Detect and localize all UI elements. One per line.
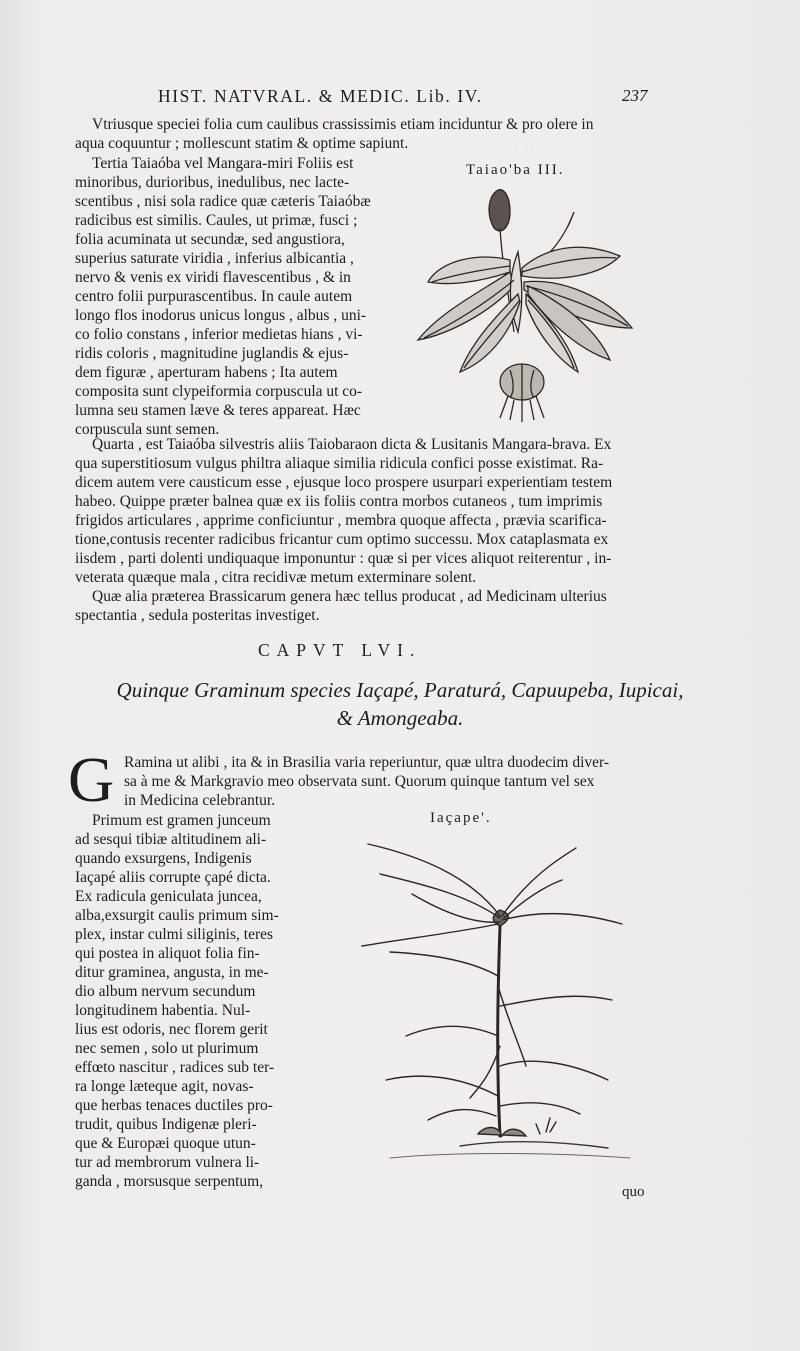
text-line: Primum est gramen junceum: [92, 812, 271, 829]
text-line: sa à me & Markgravio meo observata sunt. Quorum quinque tantum vel sex: [124, 773, 595, 790]
text-line: Vtriusque speciei folia cum caulibus crassissimis etiam inciduntur & pro olere in: [92, 116, 594, 133]
text-line: iisdem , parti dolenti undiquaque imponuntur : quæ si per vices aliquot reiterentur , in-: [75, 550, 612, 567]
text-line: habeo. Quippe præter balnea quæ ex iis foliis contra morbos cutaneos , tum imprimis: [75, 493, 603, 510]
text-line: que herbas tenaces ductiles pro-: [75, 1097, 273, 1114]
iacape-grass-illustration: [350, 836, 640, 1171]
text-line: aqua coquuntur ; mollescunt statim & optime sapiunt.: [75, 135, 409, 152]
text-line: que & Europæi quoque utun-: [75, 1135, 256, 1152]
running-header: HIST. NATVRAL. & MEDIC. Lib. IV.: [158, 86, 483, 106]
page-number: 237: [622, 86, 648, 105]
text-line: ra longe læteque agit, novas-: [75, 1078, 254, 1095]
text-line: Quæ alia præterea Brassicarum genera hæc tellus producat , ad Medicinam ulterius: [92, 588, 607, 605]
text-line: centro folii purpurascentibus. In caule autem: [75, 288, 353, 305]
text-line: dicem autem vere causticum esse , ejusque loco prospere usurpari experientiam testem: [75, 474, 613, 491]
chapter-title-line2: & Amongeaba.: [336, 706, 464, 730]
text-line: nec semen , solo ut plurimum: [75, 1040, 259, 1057]
text-line: Iaçapé aliis corrupte çapé dicta.: [75, 869, 271, 886]
text-line: longo flos inodorus unicus longus , albus , uni-: [75, 307, 367, 324]
text-line: dio album nervum secundum: [75, 983, 256, 1000]
text-line: lius est odoris, nec florem gerit: [75, 1021, 268, 1038]
bleed-through-text: · · ·: [515, 140, 535, 155]
text-line: in Medicina celebrantur.: [124, 792, 276, 809]
text-line: ridis coloris , magnitudine juglandis & ejus-: [75, 345, 349, 362]
text-line: Quarta , est Taiaóba silvestris aliis Taiobaraon dicta & Lusitanis Mangara-brava. Ex: [92, 436, 612, 453]
text-line: veterata quæque mala , citra recidivæ metum exterminare solent.: [75, 569, 477, 586]
text-line: tur ad membrorum vulnera li-: [75, 1154, 260, 1171]
text-line: nervo & venis ex viridi flavescentibus , & in: [75, 269, 351, 286]
text-line: effœto nascitur , radices sub ter-: [75, 1059, 275, 1076]
taiaoba-plant-illustration: [410, 182, 640, 422]
text-line: composita sunt clypeiformia corpuscula ut co-: [75, 383, 363, 400]
chapter-heading: CAPVT LVI.: [258, 640, 422, 660]
text-line: qui postea in aliquot folia fin-: [75, 945, 260, 962]
drop-cap: G: [68, 744, 115, 815]
text-line: plex, instar culmi siliginis, teres: [75, 926, 274, 943]
text-line: alba,exsurgit caulis primum sim-: [75, 907, 279, 924]
text-line: Tertia Taiaóba vel Mangara-miri Foliis est: [92, 155, 354, 172]
text-line: ad sesqui tibiæ altitudinem ali-: [75, 831, 267, 848]
text-line: radicibus est similis. Caules, ut primæ, fusci ;: [75, 212, 358, 229]
text-line: ditur graminea, angusta, in me-: [75, 964, 269, 981]
text-line: dem figuræ , aperturam habens ; Ita autem: [75, 364, 338, 381]
text-line: scentibus , nisi sola radice quæ cæteris Taiaóbæ: [75, 193, 371, 210]
figure-label-taiaoba: Taiao'ba III.: [466, 162, 565, 178]
text-line: superius saturate viridia , inferius albicantia ,: [75, 250, 354, 267]
text-line: lumna seu stamen læve & teres appareat. Hæc: [75, 402, 361, 419]
text-line: tione,contusis recenter radicibus fricantur cum optimo successu. Mox cataplasmata ex: [75, 531, 609, 548]
text-line: quando exsurgens, Indigenis: [75, 850, 252, 867]
text-line: co folio constans , inferior medietas hians , vi-: [75, 326, 363, 343]
text-line: corpuscula sunt semen.: [75, 421, 220, 438]
text-line: minoribus, durioribus, inedulibus, nec lacte-: [75, 174, 350, 191]
text-line: ganda , morsusque serpentum,: [75, 1173, 264, 1190]
text-line: Ramina ut alibi , ita & in Brasilia varia reperiuntur, quæ ultra duodecim diver-: [124, 754, 610, 771]
text-line: frigidos articulares , apprime conficiuntur , membra quoque affecta , prævia scarifica-: [75, 512, 607, 529]
text-line: Ex radicula geniculata juncea,: [75, 888, 262, 905]
text-line: trudit, quibus Indigenæ pleri-: [75, 1116, 257, 1133]
figure-label-iacape: Iaçape'.: [430, 810, 492, 826]
text-line: folia acuminata ut secundæ, sed angustiora,: [75, 231, 345, 248]
catchword: quo: [622, 1184, 645, 1200]
text-line: qua superstitiosum vulgus philtra aliaque similia ridicula confici posse existimat. Ra-: [75, 455, 604, 472]
text-line: spectantia , sedula posteritas investiget.: [75, 607, 320, 624]
chapter-title-line1: Quinque Graminum species Iaçapé, Paraturá, Capuupeba, Iupicai,: [116, 678, 684, 702]
text-line: longitudinem habentia. Nul-: [75, 1002, 251, 1019]
